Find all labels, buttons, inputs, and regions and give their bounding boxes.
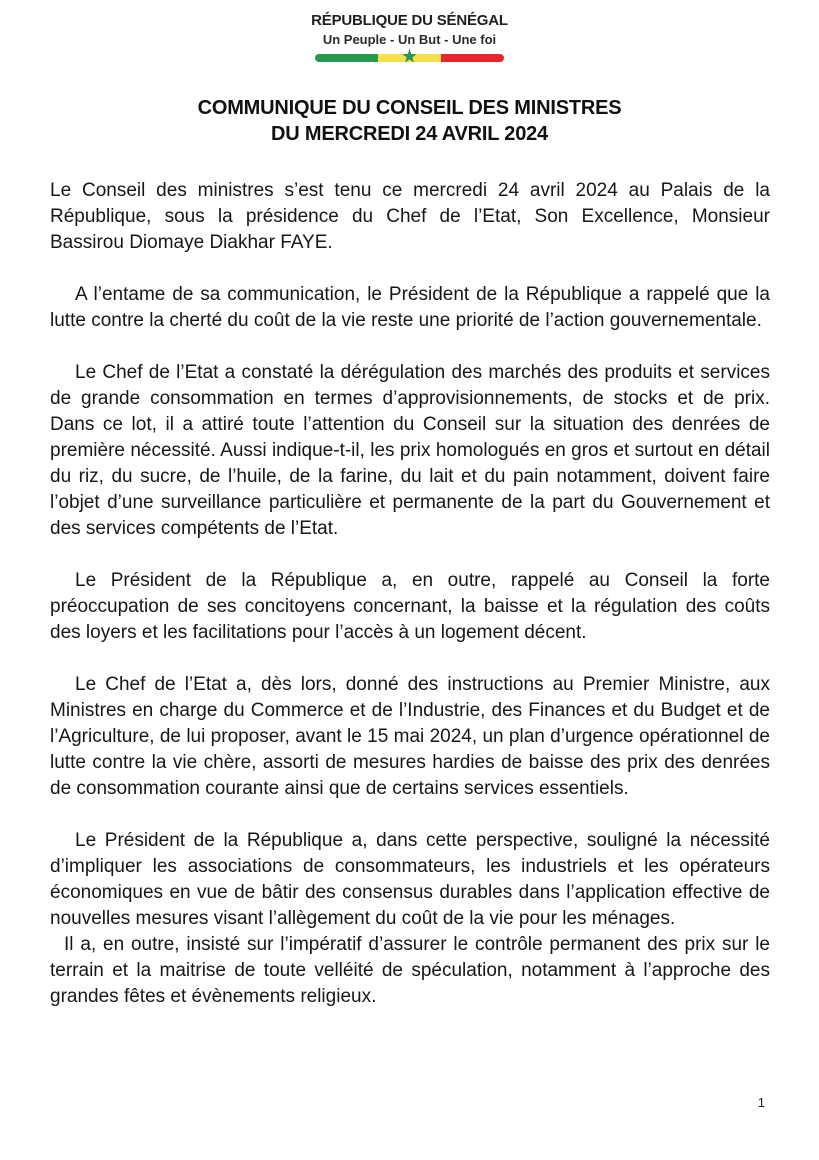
senegal-flag-bar [315,46,505,68]
paragraph-controle: Il a, en outre, insisté sur l’impératif d’assurer le contrôle permanent des prix sur le terrain et la maitrise de toute velléité de spéculation, notamment à l’approche des grandes fêtes et évènements religieux. [50,934,770,1007]
republic-title: RÉPUBLIQUE DU SÉNÉGAL [311,12,508,29]
flag-green-segment [315,54,378,62]
government-header [0,0,819,68]
star-icon: ★ [400,46,419,68]
document-title-line1: COMMUNIQUE DU CONSEIL DES MINISTRES [197,97,622,119]
national-motto: Un Peuple - Un But - Une foi [322,32,497,47]
flag-red-segment [441,54,504,62]
document-body [50,178,770,1010]
document-title [0,95,819,147]
paragraph-loyers: Le Président de la République a, en outre, rappelé au Conseil la forte préoccupation de ses concitoyens concernant, la baisse et la régulation des coûts des loyers et les facilitations pour l’accès à un logement décent. [50,570,770,643]
paragraph-deregulation: Le Chef de l’Etat a constaté la dérégulation des marchés des produits et services de grande consommation en termes d’approvisionnements, de stocks et de prix. Dans ce lot, il a attiré toute l’attention du Conseil sur la situation des denrées de première nécessité. Aussi indique-t-il, les prix homologués en gros et surtout en détail du riz, du sucre, de l’huile, de la farine, du lait et du pain notamment, doivent faire l’objet d’une surveillance particulière et permanente de la part du Gouvernement et des services compétents de l’Etat. [50,362,770,539]
paragraph-consensus: Le Président de la République a, dans cette perspective, souligné la nécessité d’impliquer les associations de consommateurs, les industriels et les opérateurs économiques en vue de bâtir des consensus durables dans l’application effective de nouvelles mesures visant l’allègement du coût de la vie pour les ménages. [50,830,770,929]
paragraph-instructions: Le Chef de l’Etat a, dès lors, donné des instructions au Premier Ministre, aux Ministres en charge du Commerce et de l’Industrie, des Finances et du Budget et de l’Agriculture, de lui proposer, avant le 15 mai 2024, un plan d’urgence opérationnel de lutte contre la vie chère, assorti de mesures hardies de baisse des prix des denrées de consommation courante ainsi que de certains services essentiels. [50,674,770,799]
paragraph-opening: Le Conseil des ministres s’est tenu ce mercredi 24 avril 2024 au Palais de la République, sous la présidence du Chef de l’Etat, Son Excellence, Monsieur Bassirou Diomaye Diakhar FAYE. [50,180,770,253]
paragraph-communication: A l’entame de sa communication, le Président de la République a rappelé que la lutte contre la cherté du coût de la vie reste une priorité de l’action gouvernementale. [50,284,770,331]
document-title-line2: DU MERCREDI 24 AVRIL 2024 [271,123,548,145]
page-number: 1 [757,1095,765,1110]
